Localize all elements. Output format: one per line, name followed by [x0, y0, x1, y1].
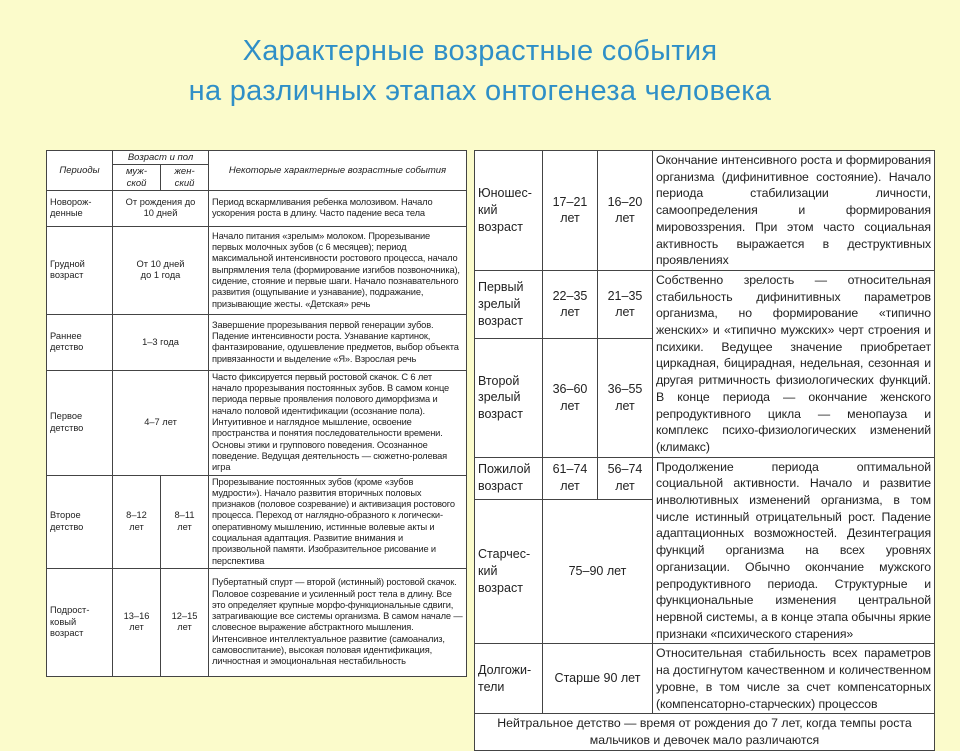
age-male-cell: 13–16 лет — [113, 568, 161, 676]
table-footnote-row — [475, 714, 935, 750]
table-row — [47, 314, 467, 370]
age-female-cell: 56–74 лет — [598, 457, 653, 499]
period-cell: Второе детство — [47, 475, 113, 568]
age-female-cell: 21–35 лет — [598, 270, 653, 338]
table-row — [47, 226, 467, 314]
events-cell: Завершение прорезывания первой генерации зубов. Падение интенсивности роста. Узнавание картинок, фантазирование, одушевление предметов, выбор объекта привязанности и выделение «Я». Взрослая речь — [209, 314, 467, 370]
period-cell: Юношес- кий возраст — [475, 151, 543, 271]
period-cell: Первое детство — [47, 370, 113, 475]
age-cell: От рождения до 10 дней — [113, 190, 209, 226]
events-cell: Период вскармливания ребенка молозивом. Начало ускорения роста в длину. Часто падение веса тела — [209, 190, 467, 226]
period-cell: Подрост- ковый возраст — [47, 568, 113, 676]
header-female: жен- ский — [161, 165, 209, 191]
table-row — [47, 568, 467, 676]
period-cell: Раннее детство — [47, 314, 113, 370]
right-age-events-table — [474, 150, 935, 751]
age-cell: 75–90 лет — [543, 499, 653, 644]
age-male-cell: 61–74 лет — [543, 457, 598, 499]
table-header-row — [47, 151, 467, 165]
age-cell: Старше 90 лет — [543, 644, 653, 714]
header-events: Некоторые характерные возрастные события — [209, 151, 467, 191]
events-cell: Прорезывание постоянных зубов (кроме «зубов мудрости»). Начало развития вторичных половых признаков (половое созревание) и активизация ростового процесса. Переход от наглядно-образного к логически-оперативному мышлению, истинные волевые акты и социальная адаптация. Развитие внимания и произвольной памяти. Изобразительное рисование и перспектива — [209, 475, 467, 568]
period-cell: Пожилой возраст — [475, 457, 543, 499]
age-cell: 4–7 лет — [113, 370, 209, 475]
footnote-cell: Нейтральное детство — время от рождения до 7 лет, когда темпы роста мальчиков и девочек мало различаются — [475, 714, 935, 750]
age-male-cell: 17–21 лет — [543, 151, 598, 271]
events-cell: Начало питания «зрелым» молоком. Прорезывание первых молочных зубов (с 6 месяцев); период максимальной интенсивности ростового процесса, начало выпрямления тела (формирование изгибов позвоночника), сидение, стояние и первые шаги. Начало познавательного развития (ощупывание и узнавание), подражание, призывающие жесты. «Детская» речь — [209, 226, 467, 314]
events-cell: Продолжение периода оптимальной социальной активности. Начало и развитие инволютивных изменений организма, в том числе истинный отрицательный рост. Падение адаптационных возможностей. Дезинтеграция функций организма на всех уровнях организации. Обычно окончание мужского репродуктивного периода. Структурные и функциональные изменения центральной нервной системы, а в конце этапа обычны яркие признаки «психического старения» — [653, 457, 935, 644]
page-title-line-1: Характерные возрастные события — [242, 35, 718, 67]
table-row — [47, 190, 467, 226]
period-cell: Второй зрелый возраст — [475, 338, 543, 457]
table-row — [475, 270, 935, 338]
events-cell: Относительная стабильность всех параметров на достигнутом качественном и количественном уровне, в том числе за счет компенсаторных (компенсаторно-старческих) процессов — [653, 644, 935, 714]
table-row — [475, 644, 935, 714]
header-periods: Периоды — [47, 151, 113, 191]
page-title-line-2: на различных этапах онтогенеза человека — [188, 75, 772, 107]
age-female-cell: 8–11 лет — [161, 475, 209, 568]
age-female-cell: 36–55 лет — [598, 338, 653, 457]
events-cell: Собственно зрелость — относительная стабильность дифинитивных параметров организма, но формирование «типично женских» и «типично мужских» черт строения и психики. Ведущее значение приобретает циркадная, бицирадная, недельная, сезонная и другая ритмичность физиологических функций. В конце периода — окончание женского репродуктивного цикла — менопауза и комплекс психо-физиологических изменений (климакс) — [653, 270, 935, 457]
header-age-sex: Возраст и пол — [113, 151, 209, 165]
header-male: муж- ской — [113, 165, 161, 191]
table-row — [47, 475, 467, 568]
period-cell: Первый зрелый возраст — [475, 270, 543, 338]
age-female-cell: 12–15 лет — [161, 568, 209, 676]
age-male-cell: 36–60 лет — [543, 338, 598, 457]
age-male-cell: 22–35 лет — [543, 270, 598, 338]
events-cell: Пубертатный спурт — второй (истинный) ростовой скачок. Половое созревание и усиленный рост тела в длину. Все это определяет крупные морфо-функциональные сдвиги, затрагивающие все системы организма. В самом начале — словесное выражение абстрактного мышления. Интенсивное интеллектуальное развитие (самоанализ, самовоспитание), высокая половая идентификация, личностная и эмоциональная нестабильность — [209, 568, 467, 676]
table-row — [47, 370, 467, 475]
table-row — [475, 457, 935, 499]
table-row — [475, 151, 935, 271]
left-age-events-table — [46, 150, 467, 677]
period-cell: Новорож- денные — [47, 190, 113, 226]
age-male-cell: 8–12 лет — [113, 475, 161, 568]
period-cell: Старчес- кий возраст — [475, 499, 543, 644]
events-cell: Окончание интенсивного роста и формирования организма (дифинитивное состояние). Начало периода стабилизации личности, самоопределения и формирования мировоззрения. При этом часто социальная активность выражается в деструктивных проявлениях — [653, 151, 935, 271]
period-cell: Грудной возраст — [47, 226, 113, 314]
age-female-cell: 16–20 лет — [598, 151, 653, 271]
events-cell: Часто фиксируется первый ростовой скачок. С 6 лет начало прорезывания постоянных зубов. В самом конце периода первые проявления полового диморфизма и начало половой идентификации (осознание пола). Интуитивное и наглядное мышление, освоение пространства и понятия последовательности времени. Основы этики и группового поведения. Осознанное поведение. Ведущая деятельность — сюжетно-ролевая игра — [209, 370, 467, 475]
period-cell: Долгожи- тели — [475, 644, 543, 714]
age-cell: От 10 дней до 1 года — [113, 226, 209, 314]
age-cell: 1–3 года — [113, 314, 209, 370]
